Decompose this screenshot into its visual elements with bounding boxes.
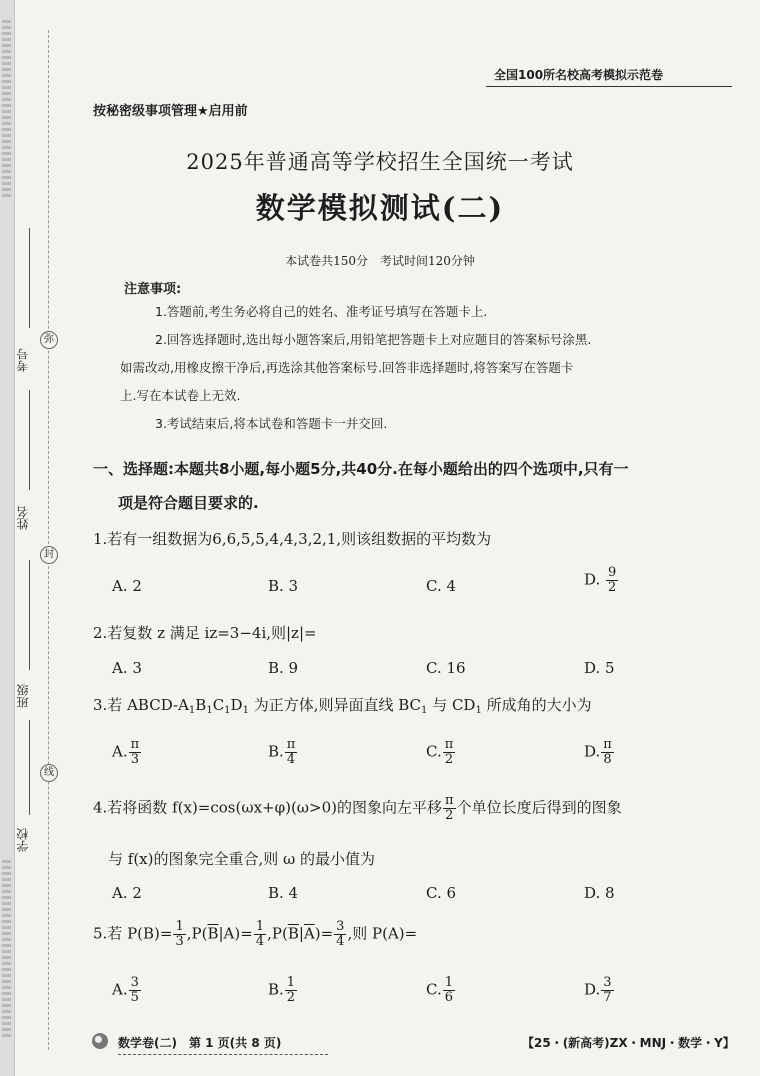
notice-item: 如需改动,用橡皮擦干净后,再选涂其他答案标号.回答非选择题时,将答案写在答题卡 [120, 360, 574, 375]
subscript: 1 [242, 705, 249, 716]
confidential-label: 按秘密级事项管理★启用前 [93, 104, 248, 119]
denominator: 7 [603, 990, 612, 1005]
q2-option-a: A. 3 [112, 659, 142, 677]
series-title: 全国100所名校高考模拟示范卷 [494, 68, 664, 82]
q5-text: ,则 P(A)= [347, 924, 418, 943]
notice-item: 1.答题前,考生务必将自己的姓名、准考证号填写在答题卡上. [155, 304, 488, 319]
option-label: A. [112, 742, 128, 761]
exam-meta: 本试卷共150分 考试时间120分钟 [285, 254, 475, 268]
field-line-name [29, 390, 30, 490]
q1-option-d [584, 566, 619, 595]
q3-option-b [268, 738, 298, 767]
question-5-stem [93, 920, 743, 949]
option-fraction [443, 976, 455, 1005]
spine-holes [2, 860, 11, 1040]
numerator: 1 [175, 919, 184, 934]
q4-text: 4.若将函数 f(x)=cos(ωx+φ)(ω>0)的图象向左平移 [93, 798, 443, 817]
numerator: 3 [130, 975, 139, 990]
exam-title: 2025年普通高等学校招生全国统一考试 [186, 150, 574, 174]
subscript: 1 [224, 705, 231, 716]
q1-option-c: C. 4 [426, 577, 457, 595]
notice-item: 3.考试结束后,将本试卷和答题卡一并交回. [155, 416, 388, 431]
field-line-class [29, 560, 30, 670]
q5-option-d [584, 976, 615, 1005]
numerator: π [286, 737, 296, 752]
q5-option-a [112, 976, 142, 1005]
numerator: 3 [336, 919, 345, 934]
q5-text: ,P( [267, 924, 288, 943]
section-heading: 一、选择题:本题共8小题,每小题5分,共40分.在每小题给出的四个选项中,只有一 [93, 460, 629, 478]
option-fraction [601, 738, 614, 767]
field-line-exam-number [29, 228, 30, 328]
denominator: 4 [336, 934, 345, 949]
denominator: 5 [130, 990, 139, 1005]
numerator: 3 [603, 975, 612, 990]
notice-item: 上.写在本试卷上无效. [120, 388, 241, 403]
numerator: 1 [255, 919, 265, 934]
q5-fraction [254, 920, 266, 949]
field-label-exam-number: 考号 [16, 348, 30, 372]
q3-text: 所成角的大小为 [481, 696, 592, 714]
q1-option-d-label: D. [584, 570, 601, 589]
q5-fraction [173, 920, 185, 949]
q5-complement: $\overline{B}$ [287, 924, 299, 943]
q3-text: 与 CD [427, 696, 476, 714]
q5-option-c [426, 976, 456, 1005]
q2-option-c: C. 16 [426, 659, 466, 677]
footer-rule [118, 1054, 328, 1055]
seal-mark-mi: 弥 [40, 331, 58, 349]
option-fraction [285, 738, 298, 767]
question-2-stem: 2.若复数 z 满足 iz=3−4i,则|z|= [93, 624, 317, 642]
field-label-name: 姓名 [16, 506, 30, 530]
numerator: π [445, 793, 454, 808]
q1-option-a: A. 2 [112, 577, 142, 595]
denominator: 2 [444, 752, 454, 767]
option-label: C. [426, 742, 442, 761]
denominator: 8 [603, 752, 612, 767]
q3-text: B [195, 696, 207, 714]
option-label: B. [268, 980, 284, 999]
field-line-school [29, 720, 30, 815]
denominator: 4 [286, 752, 296, 767]
option-fraction [443, 738, 456, 767]
field-label-school: 学校 [16, 828, 30, 852]
q3-option-d [584, 738, 615, 767]
q1-option-d-fraction [606, 566, 618, 595]
footer-page-info: 数学卷(二) 第 1 页(共 8 页) [118, 1036, 282, 1050]
paper-title: 数学模拟测试(二) [255, 191, 505, 225]
option-label: D. [584, 980, 601, 999]
section-heading-cont: 项是符合题目要求的. [118, 494, 259, 512]
q5-text: )= [314, 924, 334, 943]
q2-option-b: B. 9 [268, 659, 299, 677]
seal-mark-feng: 封 [40, 546, 58, 564]
denominator: 2 [445, 808, 454, 823]
q5-fraction [334, 920, 346, 949]
seal-dashed-line [48, 30, 49, 1050]
q3-text: D [230, 696, 243, 714]
q3-text: 为正方体,则异面直线 BC [248, 696, 422, 714]
option-label: D. [584, 742, 601, 761]
question-1-stem: 1.若有一组数据为6,6,5,5,4,4,3,2,1,则该组数据的平均数为 [93, 530, 492, 548]
denominator: 3 [175, 934, 184, 949]
question-4-stem-cont: 与 f(x)的图象完全重合,则 ω 的最小值为 [108, 850, 376, 868]
question-4-stem [93, 794, 743, 823]
q1-option-b: B. 3 [268, 577, 299, 595]
numerator: π [130, 737, 140, 752]
question-3-stem [93, 694, 743, 716]
denominator: 4 [255, 934, 265, 949]
footer-code: 【25・(新高考)ZX・MNJ・数学・Y】 [522, 1036, 735, 1050]
header-rule [486, 86, 732, 87]
numerator: 1 [286, 975, 296, 990]
q4-text: 个单位长度后得到的图象 [456, 798, 622, 817]
notice-item: 2.回答选择题时,选出每小题答案后,用铅笔把答题卡上对应题目的答案标号涂黑. [155, 332, 592, 347]
q3-text: C [212, 696, 225, 714]
field-label-class: 班级 [16, 684, 30, 708]
q4-option-a: A. 2 [112, 884, 142, 902]
q5-text: | [298, 924, 304, 943]
numerator: 9 [608, 565, 617, 580]
footer-badge-icon [92, 1033, 108, 1049]
q4-option-d: D. 8 [584, 884, 615, 902]
option-fraction [129, 976, 141, 1005]
option-fraction [129, 738, 142, 767]
denominator: 3 [130, 752, 140, 767]
subscript: 1 [206, 705, 213, 716]
option-fraction [601, 976, 613, 1005]
option-label: A. [112, 980, 128, 999]
q5-complement: $\overline{B}$ [207, 924, 219, 943]
notice-heading: 注意事项: [124, 282, 182, 297]
q4-option-b: B. 4 [268, 884, 299, 902]
q5-complement: $\overline{A}$ [303, 924, 315, 943]
q3-option-c [426, 738, 456, 767]
subscript: 1 [188, 705, 196, 716]
q3-option-a [112, 738, 142, 767]
denominator: 2 [286, 990, 296, 1005]
q5-text: 5.若 P(B)= [93, 924, 173, 943]
option-label: C. [426, 980, 442, 999]
q4-fraction [443, 794, 456, 823]
option-fraction [285, 976, 297, 1005]
q4-option-c: C. 6 [426, 884, 457, 902]
q5-text: ,P( [186, 924, 208, 943]
q2-option-d: D. 5 [584, 659, 615, 677]
denominator: 2 [608, 580, 617, 595]
q5-option-b [268, 976, 298, 1005]
q3-text: 3.若 ABCD-A [93, 696, 189, 714]
numerator: π [444, 737, 454, 752]
seal-mark-xian: 线 [40, 764, 58, 782]
numerator: 1 [444, 975, 453, 990]
option-label: B. [268, 742, 284, 761]
subscript: 1 [421, 705, 428, 716]
numerator: π [603, 737, 612, 752]
subscript: 1 [475, 705, 482, 716]
denominator: 6 [444, 990, 453, 1005]
q5-text: |A)= [218, 924, 253, 943]
